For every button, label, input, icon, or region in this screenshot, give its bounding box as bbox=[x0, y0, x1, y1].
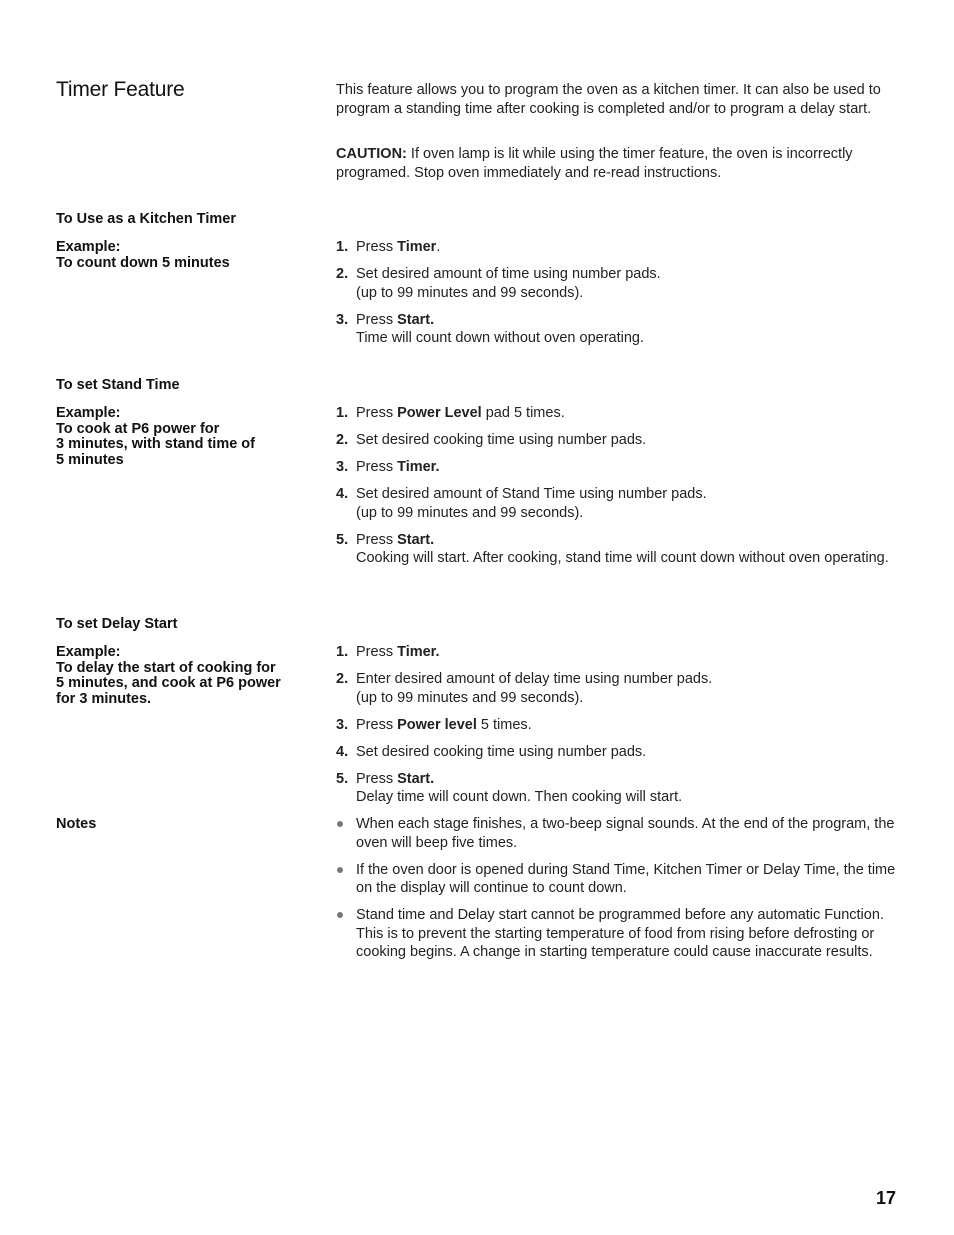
example-label: Example: bbox=[56, 405, 121, 421]
bullet-icon bbox=[337, 867, 343, 873]
note-text: If the oven door is opened during Stand Time, Kitchen Timer or Delay Time, the time on the display will continue to count down. bbox=[356, 861, 896, 896]
step-bold: Timer. bbox=[397, 644, 440, 660]
caution-label: CAUTION: bbox=[336, 146, 407, 162]
step-item bbox=[336, 485, 896, 522]
step-bold: Start. bbox=[397, 770, 435, 787]
step-item bbox=[336, 716, 896, 735]
step-text: Press bbox=[356, 644, 398, 660]
stand-time-example bbox=[56, 406, 255, 468]
note-item bbox=[336, 906, 896, 962]
step-bold: Start. bbox=[397, 531, 435, 548]
step-text: Press bbox=[356, 239, 398, 255]
step-number: 2. bbox=[336, 432, 349, 448]
step-item bbox=[336, 770, 896, 807]
intro-paragraph: This feature allows you to program the oven as a kitchen timer. It can also be used to program a standing time after cooking is completed and/or to program a delay start. bbox=[336, 82, 881, 117]
step-text: Press bbox=[356, 311, 398, 328]
step-number: 3. bbox=[336, 716, 349, 733]
step-item bbox=[336, 311, 896, 348]
stand-time-steps bbox=[336, 404, 896, 576]
step-item bbox=[336, 404, 896, 423]
bullet-icon bbox=[337, 821, 343, 827]
step-text: Set desired amount of Stand Time using number pads. bbox=[356, 486, 707, 502]
note-text: When each stage finishes, a two-beep signal sounds. At the end of the program, the oven will beep five times. bbox=[356, 816, 895, 851]
caution-paragraph bbox=[336, 145, 896, 182]
step-post: 5 times. bbox=[476, 716, 532, 733]
step-text: Press bbox=[356, 770, 398, 787]
example-line: 3 minutes, with stand time of bbox=[56, 436, 255, 452]
bullet-icon bbox=[337, 912, 343, 918]
example-line: 5 minutes bbox=[56, 451, 124, 468]
step-subtext: (up to 99 minutes and 99 seconds). bbox=[356, 284, 584, 301]
kitchen-timer-heading: To Use as a Kitchen Timer bbox=[56, 211, 236, 227]
stand-time-heading: To set Stand Time bbox=[56, 377, 180, 393]
step-post: . bbox=[436, 239, 441, 255]
note-item bbox=[336, 861, 896, 898]
step-number: 4. bbox=[336, 486, 349, 502]
page-title: Timer Feature bbox=[56, 78, 185, 101]
step-text: Set desired amount of time using number pads. bbox=[356, 266, 661, 282]
step-number: 1. bbox=[336, 239, 349, 255]
kitchen-timer-steps bbox=[336, 238, 896, 356]
step-number: 3. bbox=[336, 459, 349, 475]
example-line: To cook at P6 power for bbox=[56, 420, 220, 437]
step-item bbox=[336, 238, 896, 257]
step-subtext: (up to 99 minutes and 99 seconds). bbox=[356, 689, 584, 706]
step-text: Set desired cooking time using number pads. bbox=[356, 432, 647, 448]
caution-text: If oven lamp is lit while using the timer feature, the oven is incorrectly programed. Stop oven immediately and re-read instructions. bbox=[336, 146, 853, 181]
step-number: 5. bbox=[336, 770, 349, 787]
example-line: To delay the start of cooking for bbox=[56, 659, 276, 676]
step-number: 5. bbox=[336, 531, 349, 548]
step-text: Press bbox=[356, 531, 398, 548]
step-number: 1. bbox=[336, 644, 349, 660]
step-item bbox=[336, 265, 896, 302]
note-item bbox=[336, 815, 896, 852]
step-text: Press bbox=[356, 405, 398, 421]
example-line: 5 minutes, and cook at P6 power bbox=[56, 675, 281, 691]
example-label: Example: bbox=[56, 644, 121, 660]
step-number: 2. bbox=[336, 266, 349, 282]
example-line: To count down 5 minutes bbox=[56, 254, 230, 271]
step-item bbox=[336, 431, 896, 450]
step-item bbox=[336, 743, 896, 762]
step-text: Set desired cooking time using number pads. bbox=[356, 743, 647, 760]
step-post: pad 5 times. bbox=[481, 405, 565, 421]
step-bold: Timer. bbox=[397, 459, 440, 475]
notes-heading: Notes bbox=[56, 816, 97, 832]
step-item bbox=[336, 670, 896, 707]
step-text: Press bbox=[356, 716, 398, 733]
example-label: Example: bbox=[56, 239, 121, 255]
step-bold: Timer bbox=[397, 239, 437, 255]
step-text: Press bbox=[356, 459, 398, 475]
step-subtext: Cooking will start. After cooking, stand time will count down without oven operating. bbox=[356, 550, 889, 566]
step-item bbox=[336, 643, 896, 662]
delay-start-heading: To set Delay Start bbox=[56, 616, 178, 632]
step-number: 3. bbox=[336, 311, 349, 328]
step-subtext: (up to 99 minutes and 99 seconds). bbox=[356, 504, 584, 521]
page-number: 17 bbox=[875, 1188, 896, 1208]
delay-start-steps bbox=[336, 643, 896, 815]
note-text: Stand time and Delay start cannot be programmed before any automatic Function. This is to prevent the starting temperature of food from rising before defrosting or cooking begins. A change in starting temperature could cause inaccurate results. bbox=[356, 907, 884, 960]
step-bold: Start. bbox=[397, 311, 435, 328]
step-subtext: Time will count down without oven operating. bbox=[356, 330, 645, 346]
step-bold: Power level bbox=[397, 716, 477, 733]
step-text: Enter desired amount of delay time using number pads. bbox=[356, 671, 713, 687]
step-number: 2. bbox=[336, 671, 349, 687]
step-bold: Power Level bbox=[397, 405, 482, 421]
step-number: 1. bbox=[336, 405, 349, 421]
notes-list bbox=[336, 815, 896, 970]
kitchen-timer-example bbox=[56, 240, 230, 271]
delay-start-example bbox=[56, 645, 281, 707]
step-item bbox=[336, 531, 896, 568]
step-subtext: Delay time will count down. Then cooking will start. bbox=[356, 789, 683, 805]
example-line: for 3 minutes. bbox=[56, 690, 152, 707]
step-item bbox=[336, 458, 896, 477]
step-number: 4. bbox=[336, 743, 349, 760]
